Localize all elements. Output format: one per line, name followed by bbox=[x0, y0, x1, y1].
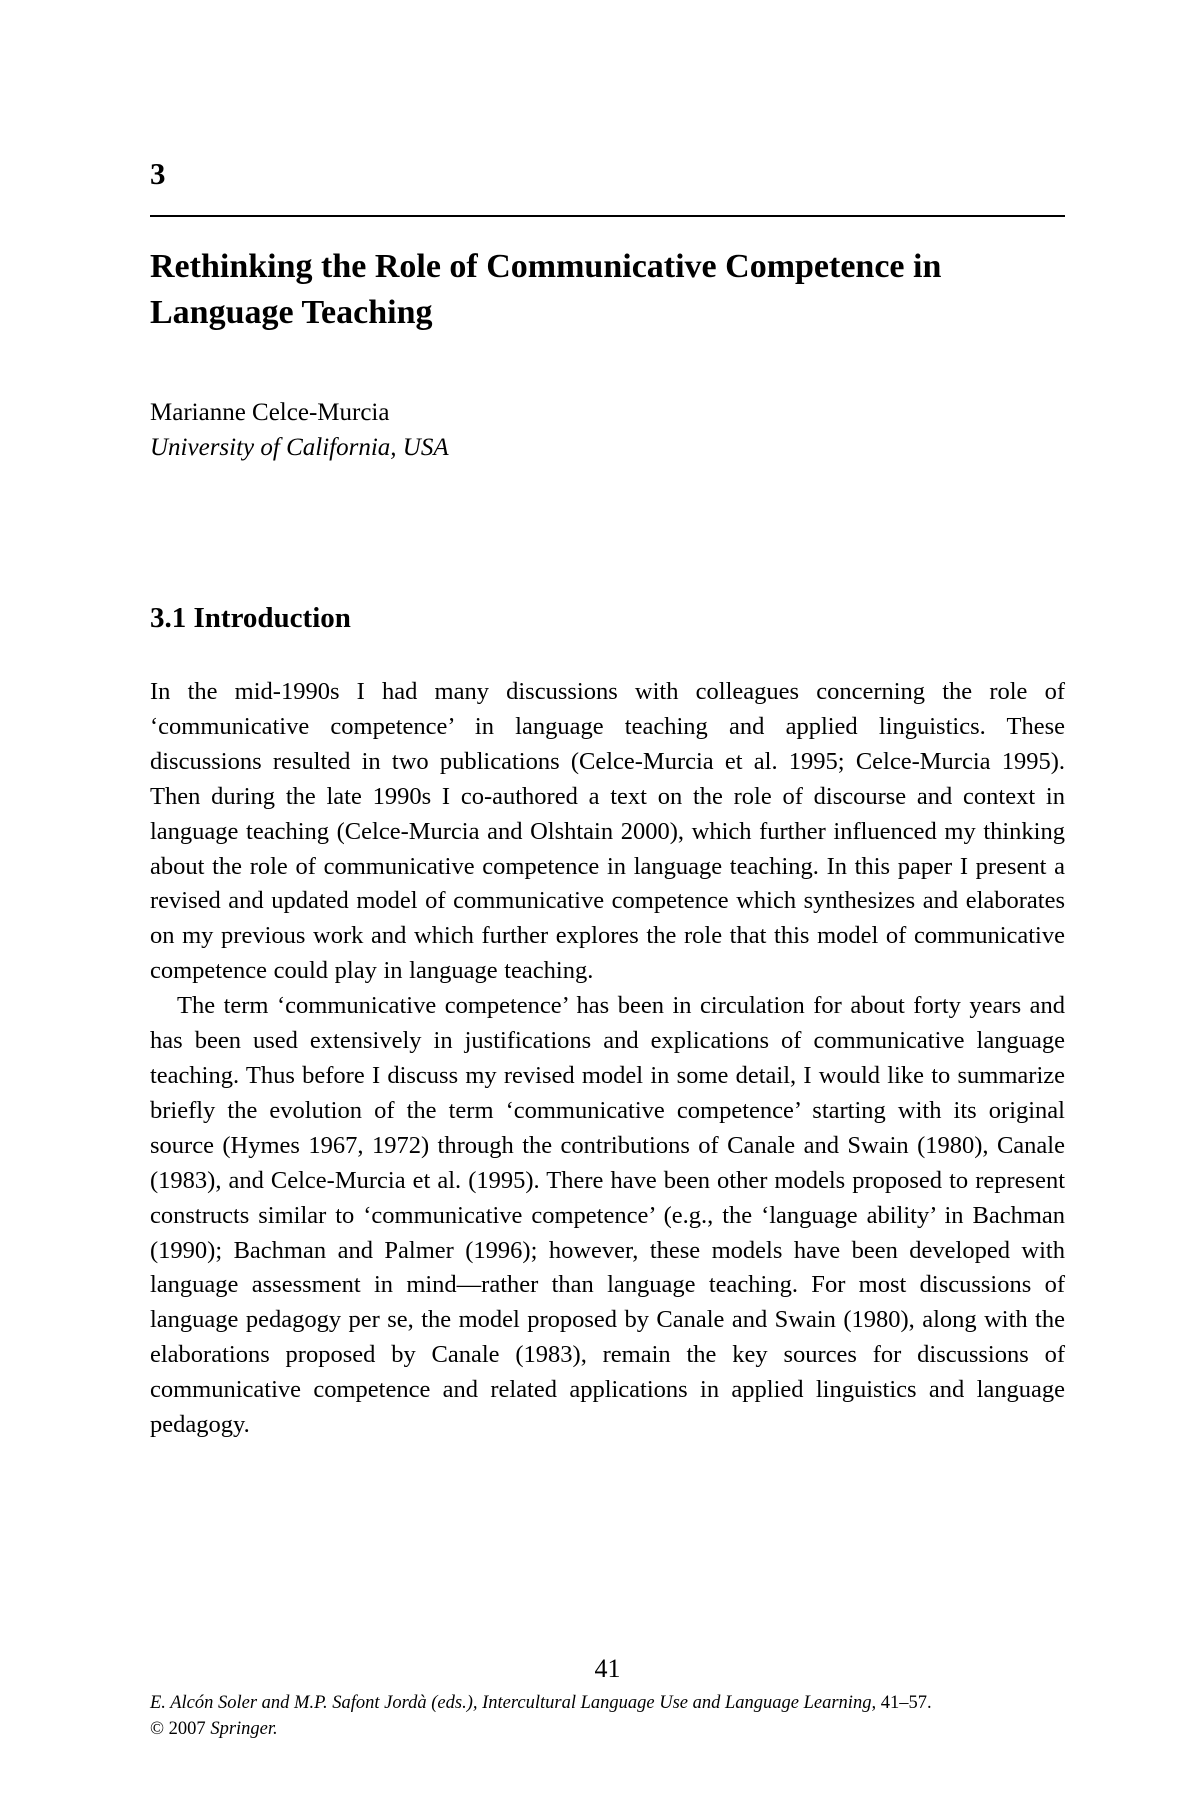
copyright-year: © 2007 bbox=[150, 1719, 206, 1739]
chapter-number: 3 bbox=[150, 156, 166, 191]
author-name: Marianne Celce-Murcia bbox=[150, 399, 390, 426]
citation-line bbox=[150, 1690, 1065, 1716]
publisher-name: Springer. bbox=[210, 1719, 278, 1739]
citation-pages: 41–57. bbox=[880, 1693, 932, 1713]
book-page bbox=[150, 0, 1065, 1820]
copyright-line bbox=[150, 1716, 1065, 1742]
section-heading: 3.1 Introduction bbox=[150, 602, 351, 634]
author-affiliation: University of California, USA bbox=[150, 434, 449, 461]
chapter-divider-rule bbox=[150, 215, 1065, 217]
page-number: 41 bbox=[594, 1654, 621, 1683]
citation-footer bbox=[150, 1690, 1065, 1742]
body-paragraph: In the mid-1990s I had many discussions with colleagues concerning the role of ‘communicative competence’ in language teaching and applied linguistics. These discussions resulted in two publications (Celce-Murcia et al. 1995; Celce-Murcia 1995). Then during the late 1990s I co-authored a text on the role of discourse and context in language teaching (Celce-Murcia and Olshtain 2000), which further influenced my thinking about the role of communicative competence in language teaching. In this paper I present a revised and updated model of communicative competence which synthesizes and elaborates on my previous work and which further explores the role that this model of communicative competence could play in language teaching. bbox=[150, 678, 1065, 985]
body-paragraph: The term ‘communicative competence’ has been in circulation for about forty years and has been used extensively in justifications and explications of communicative language teaching. Thus before I discuss my revised model in some detail, I would like to summarize briefly the evolution of the term ‘communicative competence’ starting with its original source (Hymes 1967, 1972) through the contributions of Canale and Swain (1980), Canale (1983), and Celce-Murcia et al. (1995). There have been other models proposed to represent constructs similar to ‘communicative competence’ (e.g., the ‘language ability’ in Bachman (1990); Bachman and Palmer (1996); however, these models have been developed with language assessment in mind—rather than language teaching. For most discussions of language pedagogy per se, the model proposed by Canale and Swain (1980), along with the elaborations proposed by Canale (1983), remain the key sources for discussions of communicative competence and related applications in applied linguistics and language pedagogy. bbox=[150, 992, 1065, 1439]
chapter-title: Rethinking the Role of Communicative Competence in Language Teaching bbox=[150, 248, 942, 331]
citation-editors: E. Alcón Soler and M.P. Safont Jordà (eds.), bbox=[150, 1693, 478, 1713]
citation-book-title: Intercultural Language Use and Language Learning, bbox=[482, 1693, 877, 1713]
section-body bbox=[150, 675, 1065, 1443]
